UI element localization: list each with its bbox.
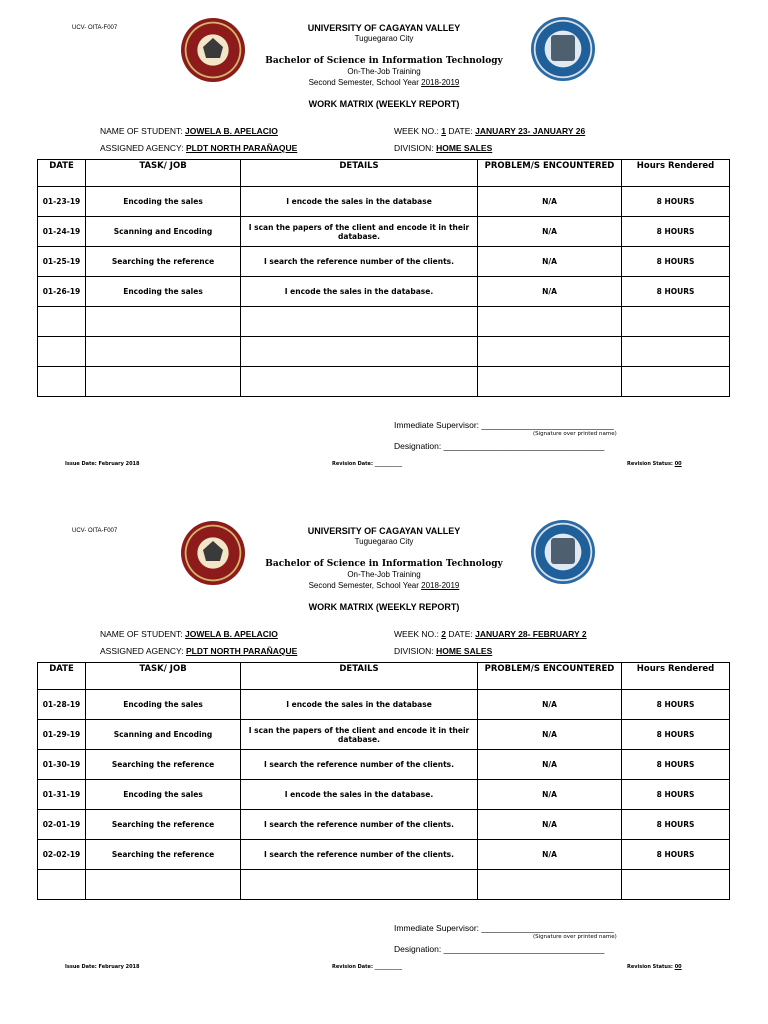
table-cell [38,870,86,900]
table-cell: Encoding the sales [86,780,241,810]
university-city: Tuguegarao City [354,537,414,546]
agency-line: ASSIGNED AGENCY: PLDT NORTH PARAÑAQUE [100,646,298,656]
table-cell [478,337,622,367]
signature-note: (Signature over printed name) [533,934,617,940]
table-row [38,690,730,720]
table-cell: 8 HOURS [622,720,730,750]
table-cell: 02-01-19 [38,810,86,840]
table-cell: I search the reference number of the clients. [241,750,478,780]
table-cell: N/A [478,187,622,217]
table-cell: I scan the papers of the client and encode it in their database. [241,720,478,750]
column-header: DETAILS [241,160,478,187]
designation-field: Designation: __________________________________ [394,441,605,451]
table-cell [478,870,622,900]
table-cell: Encoding the sales [86,690,241,720]
signature-note: (Signature over printed name) [533,431,617,437]
university-name: UNIVERSITY OF CAGAYAN VALLEY [307,526,461,536]
table-cell [86,367,241,397]
college-seal-icon [531,17,595,81]
table-cell: 8 HOURS [622,217,730,247]
work-matrix-table [37,159,730,397]
agency-name: PLDT NORTH PARAÑAQUE [186,646,298,656]
table-cell: N/A [478,810,622,840]
table-cell: Encoding the sales [86,277,241,307]
table-cell: I scan the papers of the client and encode it in their database. [241,217,478,247]
table-cell: 01-25-19 [38,247,86,277]
work-matrix-table [37,662,730,900]
division-name: HOME SALES [436,646,493,656]
report-title: WORK MATRIX (WEEKLY REPORT) [308,99,460,109]
table-cell [478,367,622,397]
table-row [38,247,730,277]
table-cell: N/A [478,750,622,780]
semester-line: Second Semester, School Year 2018-2019 [308,581,460,590]
form-code: UCV- OITA-F007 [72,528,118,534]
table-row [38,367,730,397]
table-header-row [38,160,730,187]
revision-status: Revision Status: 00 [627,461,682,467]
table-cell [241,870,478,900]
table-cell: Searching the reference [86,810,241,840]
table-cell: I search the reference number of the clients. [241,810,478,840]
week-line: WEEK NO.: 2 DATE: JANUARY 28- FEBRUARY 2 [394,629,587,639]
table-cell: 02-02-19 [38,840,86,870]
table-cell: N/A [478,690,622,720]
table-cell [622,337,730,367]
student-line: NAME OF STUDENT: JOWELA B. APELACIO [100,126,278,136]
table-cell: N/A [478,780,622,810]
university-seal-icon [181,18,245,82]
table-cell: I encode the sales in the database [241,690,478,720]
table-row [38,337,730,367]
table-cell [622,870,730,900]
supervisor-field: Immediate Supervisor: ____________________________ [394,420,614,430]
program-name: Bachelor of Science in Information Technology [265,56,503,66]
program-name: Bachelor of Science in Information Technology [265,559,503,569]
student-name: JOWELA B. APELACIO [185,126,278,136]
table-cell: 8 HOURS [622,840,730,870]
column-header: DATE [38,160,86,187]
table-cell: N/A [478,720,622,750]
table-cell: 01-30-19 [38,750,86,780]
revision-status: Revision Status: 00 [627,964,682,970]
table-cell: Searching the reference [86,840,241,870]
school-year: 2018-2019 [421,581,460,590]
table-cell: N/A [478,277,622,307]
table-cell: Searching the reference [86,247,241,277]
table-cell: N/A [478,247,622,277]
column-header: PROBLEM/S ENCOUNTERED [478,663,622,690]
issue-date: Issue Date: February 2018 [65,964,140,970]
student-line: NAME OF STUDENT: JOWELA B. APELACIO [100,629,278,639]
week-no: 1 [441,126,446,136]
column-header: DATE [38,663,86,690]
table-header-row [38,663,730,690]
weekly-report-1 [0,0,768,500]
column-header: Hours Rendered [622,663,730,690]
table-row [38,217,730,247]
table-cell [622,367,730,397]
table-cell: Encoding the sales [86,187,241,217]
revision-date: Revision Date: ___________ [332,964,403,970]
table-cell [241,367,478,397]
table-row [38,750,730,780]
table-cell [86,337,241,367]
table-row [38,277,730,307]
table-cell [86,307,241,337]
date-range: JANUARY 28- FEBRUARY 2 [475,629,587,639]
agency-name: PLDT NORTH PARAÑAQUE [186,143,298,153]
table-cell: 01-29-19 [38,720,86,750]
table-cell [38,367,86,397]
university-name: UNIVERSITY OF CAGAYAN VALLEY [307,23,461,33]
training-name: On-The-Job Training [347,67,421,76]
report-title: WORK MATRIX (WEEKLY REPORT) [308,602,460,612]
division-line: DIVISION: HOME SALES [394,143,493,153]
college-seal-icon [531,520,595,584]
student-name: JOWELA B. APELACIO [185,629,278,639]
university-seal-icon [181,521,245,585]
designation-field: Designation: __________________________________ [394,944,605,954]
table-cell: 01-31-19 [38,780,86,810]
table-cell: 01-24-19 [38,217,86,247]
weekly-report-2 [0,503,768,1003]
semester-line: Second Semester, School Year 2018-2019 [308,78,460,87]
agency-line: ASSIGNED AGENCY: PLDT NORTH PARAÑAQUE [100,143,298,153]
table-cell: Searching the reference [86,750,241,780]
training-name: On-The-Job Training [347,570,421,579]
table-cell: 01-28-19 [38,690,86,720]
table-cell [38,337,86,367]
table-cell: I encode the sales in the database [241,187,478,217]
table-cell: Scanning and Encoding [86,720,241,750]
table-cell: 8 HOURS [622,187,730,217]
date-range: JANUARY 23- JANUARY 26 [475,126,586,136]
table-cell: I search the reference number of the clients. [241,840,478,870]
form-code: UCV- OITA-F007 [72,25,118,31]
table-cell [241,337,478,367]
table-cell: 01-26-19 [38,277,86,307]
table-cell: I encode the sales in the database. [241,277,478,307]
school-year: 2018-2019 [421,78,460,87]
table-row [38,840,730,870]
table-cell: 8 HOURS [622,690,730,720]
issue-date: Issue Date: February 2018 [65,461,140,467]
table-cell [241,307,478,337]
table-row [38,187,730,217]
table-row [38,720,730,750]
table-row [38,780,730,810]
column-header: PROBLEM/S ENCOUNTERED [478,160,622,187]
supervisor-field: Immediate Supervisor: ____________________________ [394,923,614,933]
table-cell: 8 HOURS [622,277,730,307]
table-cell: 8 HOURS [622,750,730,780]
table-row [38,307,730,337]
column-header: DETAILS [241,663,478,690]
table-cell: 8 HOURS [622,780,730,810]
table-cell: 8 HOURS [622,247,730,277]
table-cell: Scanning and Encoding [86,217,241,247]
table-cell: N/A [478,840,622,870]
table-cell: N/A [478,217,622,247]
column-header: TASK/ JOB [86,663,241,690]
week-line: WEEK NO.: 1 DATE: JANUARY 23- JANUARY 26 [394,126,586,136]
table-cell [38,307,86,337]
table-cell [86,870,241,900]
week-no: 2 [441,629,446,639]
table-row [38,810,730,840]
table-cell: 8 HOURS [622,810,730,840]
column-header: TASK/ JOB [86,160,241,187]
table-cell [622,307,730,337]
university-city: Tuguegarao City [354,34,414,43]
table-cell: 01-23-19 [38,187,86,217]
table-cell: I search the reference number of the clients. [241,247,478,277]
table-cell: I encode the sales in the database. [241,780,478,810]
table-row [38,870,730,900]
column-header: Hours Rendered [622,160,730,187]
division-name: HOME SALES [436,143,493,153]
division-line: DIVISION: HOME SALES [394,646,493,656]
table-cell [478,307,622,337]
revision-date: Revision Date: ___________ [332,461,403,467]
